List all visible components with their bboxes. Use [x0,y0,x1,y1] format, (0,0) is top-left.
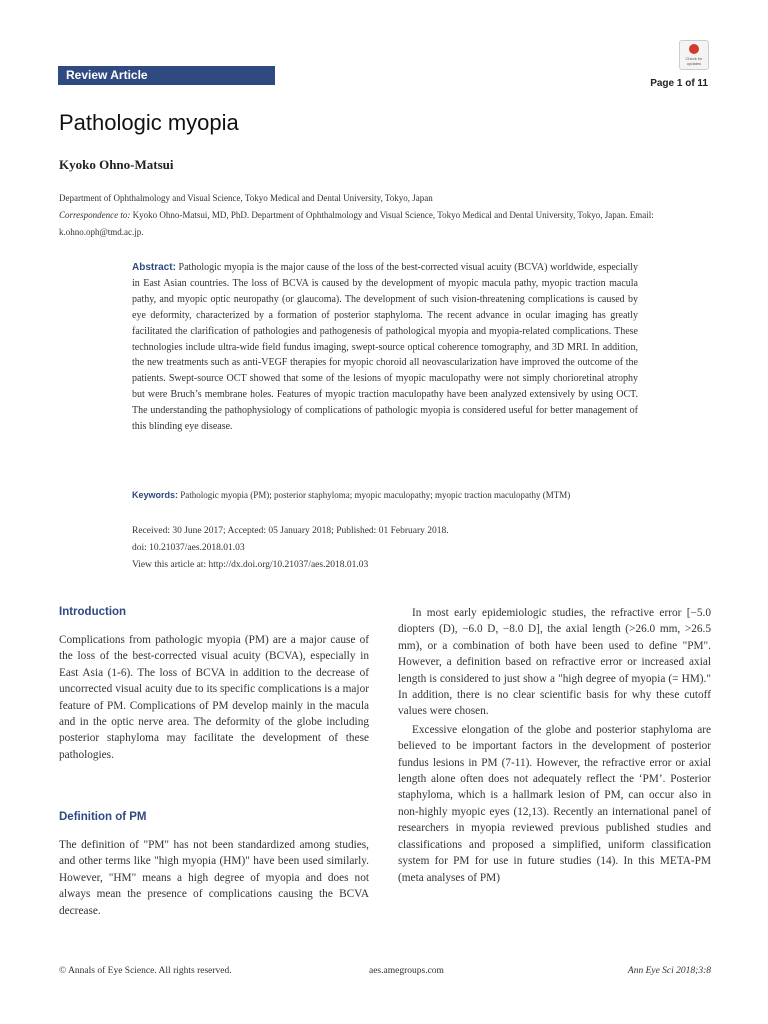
correspondence-label: Correspondence to: [59,210,131,220]
article-link[interactable]: View this article at: http://dx.doi.org/10.21037/aes.2018.01.03 [132,560,369,570]
page-title: Pathologic myopia [59,110,239,135]
introduction-text [59,632,369,763]
keywords-text: Pathologic myopia (PM); posterior staphyloma; myopic maculopathy; myopic traction maculopathy (MTM) [180,490,571,500]
abstract-label: Abstract: [132,262,176,273]
correspondence-text: Kyoko Ohno-Matsui, MD, PhD. Department of Ophthalmology and Visual Science, Tokyo Medical and Dental University, Tokyo, Japan. Email: k.ohno.oph@tmd.ac.jp. [59,210,654,237]
received-dates: Received: 30 June 2017; Accepted: 05 January 2018; Published: 01 February 2018. [132,526,449,536]
author-name: Kyoko Ohno-Matsui [59,157,174,172]
affiliation: Department of Ophthalmology and Visual Science, Tokyo Medical and Dental University, Tokyo, Japan [59,193,433,203]
page-number: Page 1 of 11 [650,78,708,89]
paragraph: The definition of "PM" has not been standardized among studies, and other terms like "high myopia (HM)" have been used similarly. However, "HM" means a high degree of myopia and does not always mean the presence of complications causing the BCVA decrease. [59,839,369,917]
correspondence [59,207,711,241]
footer-site-link[interactable]: aes.amegroups.com [369,966,444,976]
keywords-label: Keywords: [132,490,179,500]
update-icon [689,44,699,54]
doi[interactable]: doi: 10.21037/aes.2018.01.03 [132,543,245,553]
badge-label: Check for updates [685,56,703,66]
article-type-banner: Review Article [58,66,275,85]
section-heading-definition: Definition of PM [59,811,147,823]
section-heading-introduction: Introduction [59,606,127,618]
definition-text [59,837,369,919]
paragraph: In most early epidemiologic studies, the refractive error [−5.0 diopters (D), −6.0 D, −8.0 D], the axial length (>26.0 mm, >26.5 mm), or a combination of both have been used to define "PM". However, a definition based on refractive error or increased axial length is considered to just show a "high degree of myopia (= HM)." In addition, there is no clear scientific basis for why these cutoff values were chosen. [398,607,711,718]
footer-citation: Ann Eye Sci 2018;3:8 [627,966,711,976]
right-column-text [398,605,711,886]
abstract [132,260,638,435]
check-for-updates-badge[interactable] [679,40,709,70]
abstract-text: Pathologic myopia is the major cause of the loss of the best-corrected visual acuity (BCVA) worldwide, especially in East Asian countries. The loss of BCVA is caused by the development of myopic macula pathy, myopic traction macula pathy, and myopic optic neuropathy (or glaucoma). The development of such vision-threatening complications is caused by eye deformity, characterized by a formation of posterior staphyloma. The recent advance in ocular imaging has greatly facilitated the clarification of pathologies and pathogenesis of pathological myopia and myopia-related complications. These technologies include ultra-wide field fundus imaging, swept-source optical coherence tomography, and 3D MRI. In addition, the new treatments such as anti-VEGF therapies for myopic choroid all neovascularization have improved the outcome of the patients. Swept-source OCT showed that some of the lesions of myopic maculopathy were not simply chorioretinal atrophy but were Bruch’s membrane holes. Features of myopic traction maculopathy have been analyzed extensively by using OCT. The understanding the pathophysiology of complications of pathologic myopia is considered useful for better management of this blinding eye disease. [132,262,638,433]
keywords [132,488,662,502]
footer-copyright: © Annals of Eye Science. All rights reserved. [59,966,232,976]
paragraph: Complications from pathologic myopia (PM) are a major cause of the loss of the best-corrected visual acuity (BCVA), especially in East Asia (1-6). The loss of BCVA in addition to the decrease of uncorrected visual acuity due to its specific complications is a major feature of PM. Complications of PM develop mainly in the macula and in the optic nerve area. The deformity of the globe including posterior staphyloma may facilitate the development of these pathologies. [59,634,369,761]
paragraph: Excessive elongation of the globe and posterior staphyloma are believed to be important factors in the development of posterior fundus lesions in PM (7-11). However, the refractive error or axial length alone often does not adequately reflect the ‘PM’. Posterior staphyloma, which is a hallmark lesion of PM, can occur also in non-highly myopic eyes (12,13). Recently an international panel of researchers in myopia reviewed previous published studies and classifications and proposed a simplified, uniform classification system for PM for use in future studies (14). In this META-PM (meta analyses of PM) [398,723,711,884]
